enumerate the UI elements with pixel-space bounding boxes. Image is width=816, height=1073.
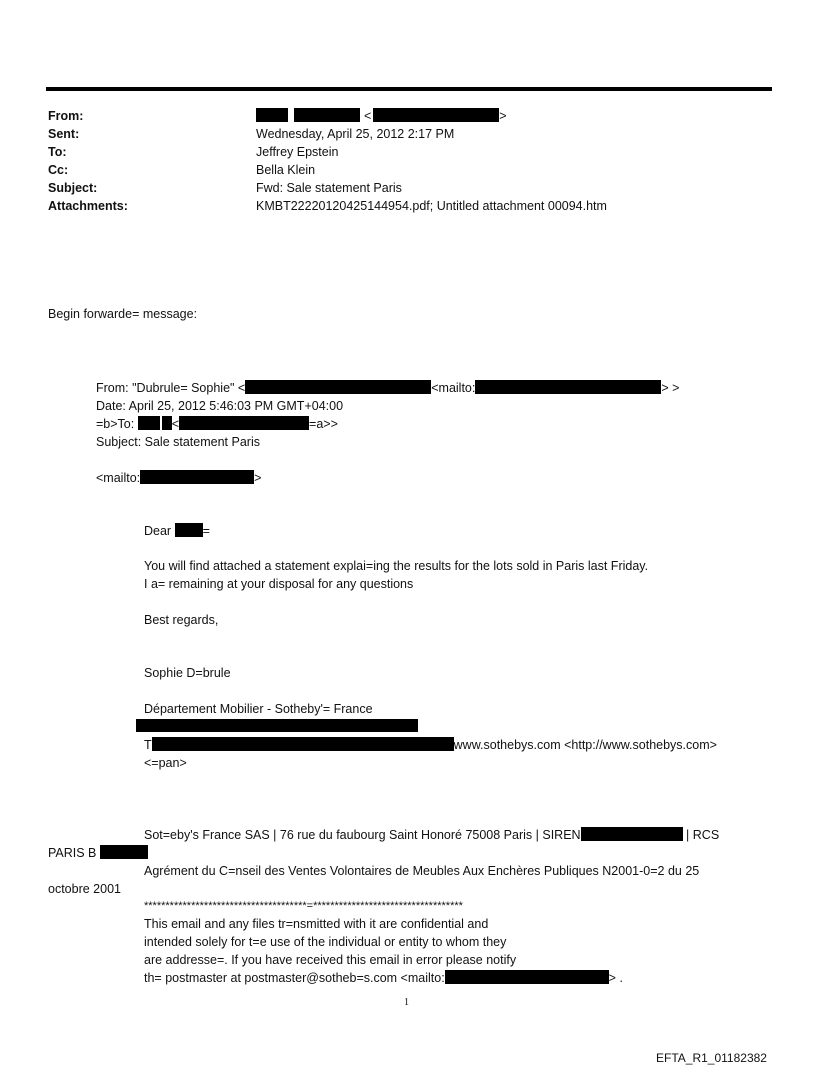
redaction — [373, 108, 499, 122]
header-rule — [46, 87, 772, 91]
company-line1-b: | RCS — [686, 828, 720, 842]
dear-end: = — [202, 524, 210, 538]
redaction — [138, 416, 160, 430]
disclaimer-line4 — [144, 970, 623, 986]
subject-label: Subject: — [48, 181, 98, 195]
signature-tel-web — [144, 737, 717, 753]
from-value — [256, 108, 507, 124]
regards: Best regards, — [144, 613, 219, 627]
cc-value: Bella Klein — [256, 163, 316, 177]
redaction — [245, 380, 431, 394]
page-number: 1 — [404, 997, 409, 1008]
redaction — [294, 108, 360, 122]
redaction — [136, 719, 418, 732]
fwd-subject: Subject: Sale statement Paris — [96, 435, 260, 449]
cc-label: Cc: — [48, 163, 69, 177]
company-line2-text: PARIS B — [48, 846, 97, 860]
redaction — [475, 380, 661, 394]
fwd-date: Date: April 25, 2012 5:46:03 PM GMT+04:00 — [96, 399, 344, 413]
disclaimer-line2: intended solely for t=e use of the individual or entity to whom they — [144, 935, 507, 949]
agrement-line1: Agrément du C=nseil des Ventes Volontaires de Meubles Aux Enchères Publiques N2001-0=2 du 25 — [144, 864, 700, 878]
document-id: EFTA_R1_01182382 — [656, 1051, 767, 1065]
redaction — [162, 416, 172, 430]
redaction — [581, 827, 683, 841]
disclaimer-line4-a: th= postmaster at postmaster@sotheb=s.com <mailto: — [144, 971, 445, 985]
from-label: From: — [48, 109, 84, 123]
disclaimer-line1: This email and any files tr=nsmitted with it are confidential and — [144, 917, 489, 931]
fwd-to-prefix: =b>To: — [96, 417, 135, 431]
sig-web: www.sothebys.com <http://www.sothebys.com> — [453, 738, 717, 752]
para1-line2: I a= remaining at your disposal for any questions — [144, 577, 414, 591]
disclaimer-line4-b: > . — [608, 971, 623, 985]
to-value: Jeffrey Epstein — [256, 145, 339, 159]
mailto-end: > — [254, 471, 262, 485]
company-line1-a: Sot=eby's France SAS | 76 rue du faubourg Saint Honoré 75008 Paris | SIREN — [144, 828, 581, 842]
redaction — [140, 470, 254, 484]
redaction — [175, 523, 203, 537]
sent-label: Sent: — [48, 127, 80, 141]
dear: Dear — [144, 524, 172, 538]
subject-value: Fwd: Sale statement Paris — [256, 181, 402, 195]
redaction — [179, 416, 309, 430]
mailto-prefix: <mailto: — [96, 471, 141, 485]
para1-line1: You will find attached a statement explai=ing the results for the lots sold in Paris last Friday. — [144, 559, 649, 573]
from-gt: > — [499, 109, 507, 123]
greeting — [144, 523, 210, 539]
redaction — [100, 845, 148, 859]
to-label: To: — [48, 145, 67, 159]
fwd-to — [96, 416, 338, 432]
redaction — [152, 737, 454, 751]
signature-span: <=pan> — [144, 756, 187, 770]
attachments-label: Attachments: — [48, 199, 128, 213]
fwd-from-prefix: From: "Dubrule= Sophie" < — [96, 381, 246, 395]
fwd-from-end: > > — [661, 381, 680, 395]
agrement-line2: octobre 2001 — [48, 882, 121, 896]
fwd-from — [96, 380, 679, 396]
mailto-line — [96, 470, 261, 486]
signature-dept: Département Mobilier - Sotheby'= France — [144, 702, 373, 716]
fwd-to-mid: < — [171, 417, 180, 431]
signature-name: Sophie D=brule — [144, 666, 231, 680]
redaction — [445, 970, 609, 984]
begin-forward: Begin forwarde= message: — [48, 307, 198, 321]
company-line1 — [144, 827, 719, 843]
redaction — [256, 108, 288, 122]
company-line2 — [48, 845, 148, 861]
from-lt: < — [363, 109, 372, 123]
attachments-value: KMBT22220120425144954.pdf; Untitled attachment 00094.htm — [256, 199, 607, 213]
fwd-from-mailto: <mailto: — [431, 381, 476, 395]
sig-tel-prefix: T — [144, 738, 152, 752]
separator-stars: **************************************=*********************************** — [144, 900, 463, 912]
disclaimer-line3: are addresse=. If you have received this email in error please notify — [144, 953, 517, 967]
sent-value: Wednesday, April 25, 2012 2:17 PM — [256, 127, 455, 141]
fwd-to-end: =a>> — [309, 417, 338, 431]
